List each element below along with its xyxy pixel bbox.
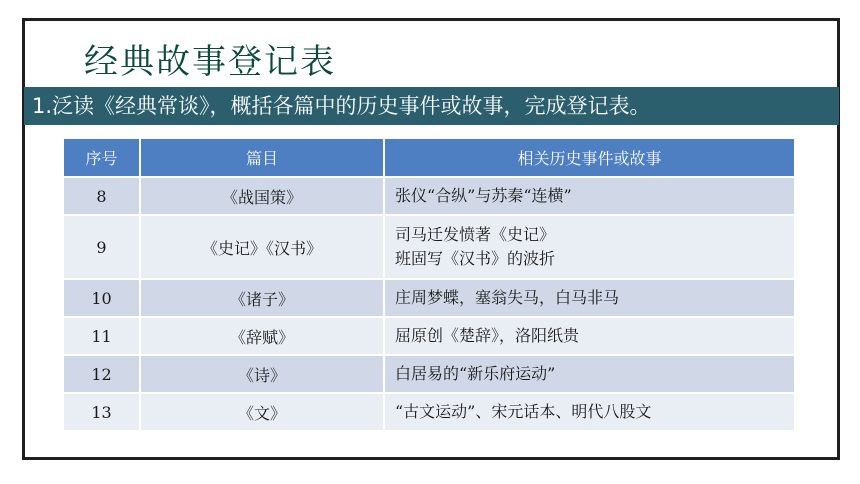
- row-chapter: 《文》: [140, 393, 384, 430]
- row-number: 12: [64, 355, 140, 393]
- event-line: “古文运动”、宋元话本、明代八股文: [395, 402, 652, 421]
- event-line: 白居易的“新乐府运动”: [395, 364, 556, 383]
- row-events: [384, 355, 794, 393]
- table-row: [64, 393, 794, 430]
- row-chapter: 《诸子》: [140, 279, 384, 317]
- event-line: 张仪“合纵”与苏秦“连横”: [395, 186, 572, 205]
- event-line: 屈原创《楚辞》，洛阳纸贵: [395, 326, 580, 345]
- table-header-row: [64, 139, 794, 177]
- row-number: 8: [64, 177, 140, 215]
- row-events: [384, 393, 794, 430]
- row-events: [384, 317, 794, 355]
- table-row: [64, 177, 794, 215]
- table-row: [64, 355, 794, 393]
- registration-table: [64, 139, 794, 430]
- table-row: [64, 279, 794, 317]
- event-line: 司马迁发愤著《史记》: [395, 225, 556, 244]
- event-line: 庄周梦蝶，塞翁失马，白马非马: [395, 288, 620, 307]
- header-chapter: 篇目: [140, 139, 384, 177]
- page-title: 经典故事登记表: [84, 42, 336, 82]
- row-events: [384, 279, 794, 317]
- row-chapter: 《辞赋》: [140, 317, 384, 355]
- row-number: 10: [64, 279, 140, 317]
- row-number: 9: [64, 215, 140, 279]
- row-number: 13: [64, 393, 140, 430]
- header-events: 相关历史事件或故事: [384, 139, 794, 177]
- row-chapter: 《史记》《汉书》: [140, 215, 384, 279]
- instruction-bar: 1.泛读《经典常谈》，概括各篇中的历史事件或故事，完成登记表。: [24, 87, 839, 125]
- table-row: [64, 215, 794, 279]
- row-events: [384, 215, 794, 279]
- event-line: 班固写《汉书》的波折: [395, 249, 556, 268]
- row-chapter: 《诗》: [140, 355, 384, 393]
- row-number: 11: [64, 317, 140, 355]
- table-row: [64, 317, 794, 355]
- row-chapter: 《战国策》: [140, 177, 384, 215]
- row-events: [384, 177, 794, 215]
- header-number: 序号: [64, 139, 140, 177]
